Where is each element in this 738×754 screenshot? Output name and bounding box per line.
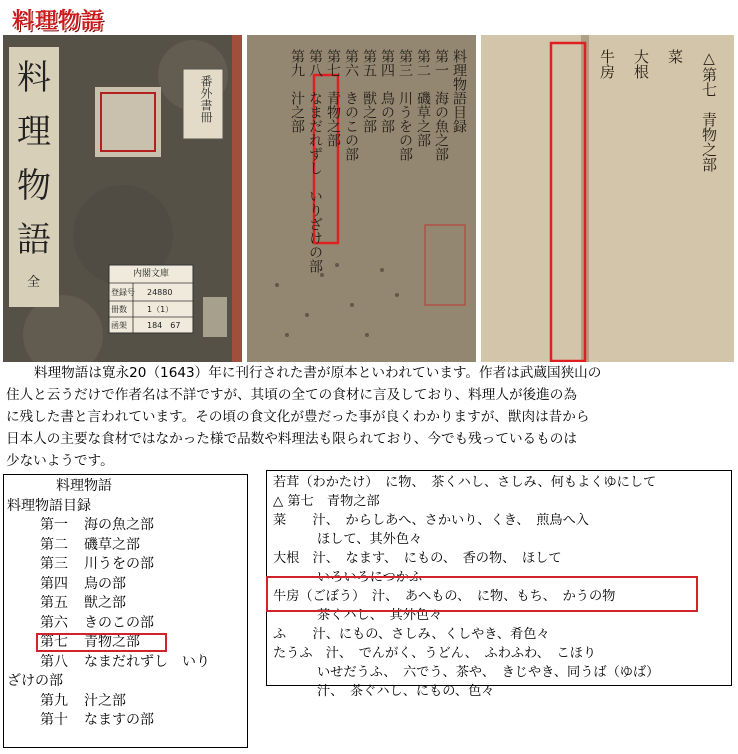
library-label-key: 函架 (111, 321, 127, 330)
index-column: 第六 きのこの部 (343, 49, 359, 161)
paragraph-line: 少ないようです。 (6, 453, 114, 469)
transcription-line: 大根 汁、 なます、 にもの、 香の物、 ほして (273, 551, 562, 566)
content-column: △第七 青物之部 (700, 49, 718, 172)
library-label-key: 冊数 (111, 304, 127, 314)
toc-item (4, 516, 247, 536)
paragraph-line: に残した書と言われています。その頃の食文化が豊だった事が良くわかりますが、獣肉は昔から (6, 409, 590, 425)
book-cover-photo (3, 35, 242, 362)
toc-item-name: 獣之部 (84, 595, 126, 611)
toc-subtitle: 料理物語目録 (7, 497, 91, 514)
index-column: 第七 青物之部 (325, 49, 341, 147)
toc-item-num: 第八 (40, 653, 68, 670)
toc-item (4, 536, 247, 556)
cover-title-char: 理 (17, 112, 51, 152)
transcription-line: 茶くハし、 其外色々 (317, 608, 443, 623)
transcription-line: いろいろにつかふ (317, 570, 423, 585)
toc-item-name: 鳥の部 (84, 575, 126, 592)
transcription-line: たうふ 汁、 でんがく、うどん、 ふわふわ、 こほり (273, 646, 597, 661)
gobo-highlight-box (266, 576, 698, 612)
toc-item-num: 第三 (40, 556, 68, 572)
cover-title-char: 語 (17, 220, 51, 260)
toc-item-name: なまだれずし いり (84, 653, 210, 670)
index-column: 料理物語目録 (451, 49, 467, 133)
transcription-line: 菜 汁、 からしあへ、さかいり、くき、 煎鳥へ入 (273, 513, 589, 528)
description-paragraph (6, 362, 730, 472)
content-page-photo (481, 35, 734, 362)
library-label-header: 内閣文庫 (132, 269, 169, 279)
toc-item-num: 第二 (40, 536, 68, 553)
toc-item-name: 汁之部 (84, 692, 126, 709)
page-title: 料理物語 (12, 9, 105, 34)
toc-item-num: 第一 (40, 517, 68, 533)
toc-item-num: 第七 (40, 634, 68, 650)
toc-item-wrap: ざけの部 (7, 673, 63, 689)
content-column: 菜 (666, 49, 684, 64)
toc-item (4, 614, 247, 634)
toc-item-num: 第十 (40, 712, 68, 728)
toc-item (4, 711, 247, 731)
content-column: 大根 (632, 49, 650, 79)
toc-item-num: 第四 (40, 575, 68, 592)
toc-item-name: なますの部 (84, 712, 154, 728)
toc-item-name: 川うをの部 (84, 556, 154, 572)
index-column: 第八 なまだれずし いりざけの部 (307, 49, 323, 273)
toc-item (4, 692, 247, 712)
library-label-key: 登録号 (111, 288, 135, 297)
cover-side-label: 番外書冊 (199, 75, 213, 123)
toc-title: 料理物語 (56, 478, 112, 494)
transcription-line: 汁、 茶ぐハし、にもの、色々 (317, 684, 495, 699)
toc-item-num: 第九 (40, 692, 68, 709)
transcription-line: いせだうふ、 六でう、茶や、 きじやき、同うば（ゆば） (317, 665, 660, 680)
toc-item (4, 575, 247, 595)
toc-item-num: 第五 (40, 595, 68, 611)
transcription-line: 若茸（わかたけ） に物、 茶くハし、さしみ、何もよくゆにして (273, 475, 657, 490)
toc-item (4, 594, 247, 614)
toc-item-num: 第六 (40, 614, 68, 631)
transcription-line: △ 第七 青物之部 (273, 494, 380, 509)
toc-item-name: 磯草之部 (84, 536, 140, 553)
cover-sub: 全 (27, 275, 41, 290)
cover-title-char: 料 (17, 58, 51, 98)
index-column: 第二 磯草之部 (415, 49, 431, 147)
library-label-value: 184 67 (147, 321, 181, 330)
index-page-photo (247, 35, 476, 362)
index-column: 第三 川うをの部 (397, 49, 413, 161)
transcription-line: ふ 汁、にもの、さしみ、くしやき、肴色々 (273, 627, 550, 642)
paragraph-line: 料理物語は寛永20（1643）年に刊行された書が原本といわれています。作者は武蔵国狭山の (34, 365, 602, 381)
toc-item-name: きのこの部 (84, 614, 154, 631)
library-label-value: 1（1） (147, 304, 174, 314)
toc-item-name: 青物之部 (84, 634, 140, 650)
paragraph-line: 住人と云うだけで作者名は不詳ですが、其頃の全ての食材に言及しており、料理人が後進の為 (6, 387, 577, 403)
index-column: 第九 汁之部 (289, 49, 305, 133)
toc-item (4, 653, 247, 673)
transcription-line: 牛房（ごぼう） 汁、 あへもの、 に物、もち、 かうの物 (273, 589, 616, 604)
toc-item (4, 555, 247, 575)
cover-title-char: 物 (17, 166, 51, 206)
paragraph-line: 日本人の主要な食材ではなかった様で品数や料理法も限られており、今でも残っているものは (6, 431, 577, 447)
index-column: 第一 海の魚之部 (433, 49, 449, 161)
index-column: 第五 獣之部 (361, 49, 377, 133)
transcription-line: ほして、其外色々 (317, 532, 423, 547)
library-label-value: 24880 (147, 288, 173, 297)
table-of-contents (3, 474, 248, 748)
toc-item-highlighted (4, 633, 247, 653)
content-column: 牛房 (598, 49, 616, 79)
index-column: 第四 鳥の部 (379, 49, 395, 133)
toc-item-name: 海の魚之部 (84, 517, 154, 533)
